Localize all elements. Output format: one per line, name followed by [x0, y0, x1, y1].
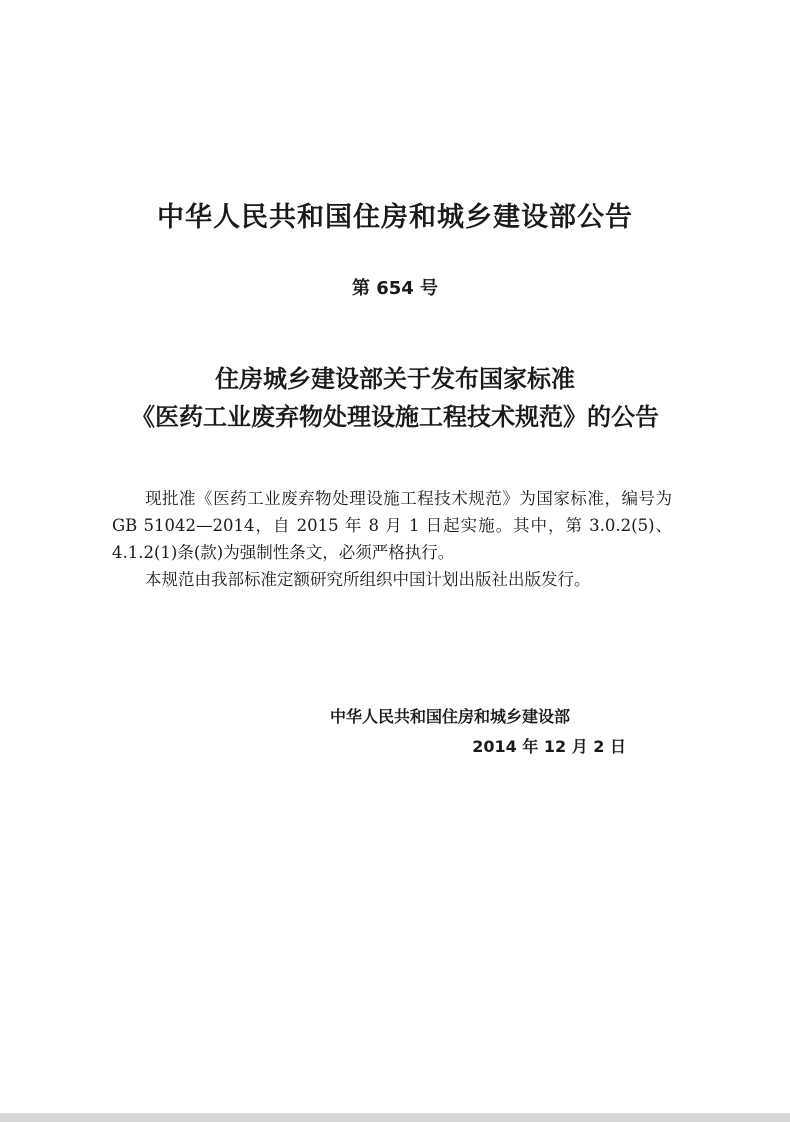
body-paragraph-1: 现批准《医药工业废弃物处理设施工程技术规范》为国家标准，编号为GB 51042—2014，自 2015 年 8 月 1 日起实施。其中，第 3.0.2(5)、4.1.2(1)条(款)为强制性条文，必须严格执行。 — [112, 489, 672, 562]
body-paragraph-2: 本规范由我部标准定额研究所组织中国计划出版社出版发行。 — [145, 570, 591, 589]
announcement-body — [112, 485, 672, 593]
issue-date: 2014 年 12 月 2 日 — [472, 737, 626, 756]
announcement-title: 中华人民共和国住房和城乡建设部公告 — [157, 202, 633, 233]
subtitle-line-2: 《医药工业废弃物处理设施工程技术规范》的公告 — [131, 402, 659, 431]
signature-block — [330, 702, 630, 762]
announcement-subtitle — [0, 360, 790, 436]
announcement-number: 第 654 号 — [351, 278, 439, 299]
page-bottom-edge — [0, 1113, 790, 1122]
issuing-organization: 中华人民共和国住房和城乡建设部 — [330, 707, 571, 726]
subtitle-line-1: 住房城乡建设部关于发布国家标准 — [215, 364, 575, 393]
